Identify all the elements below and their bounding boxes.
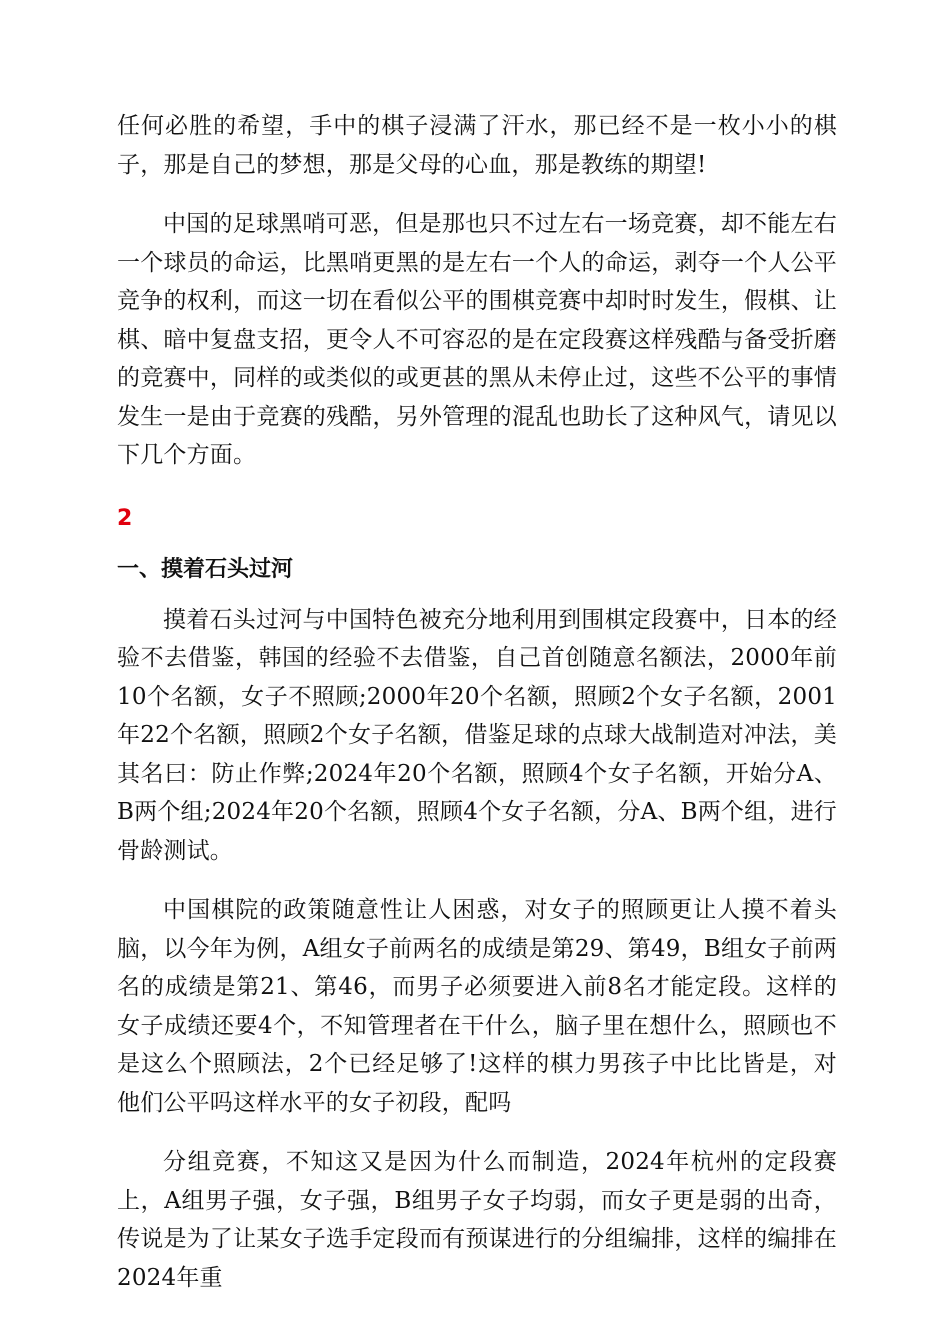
section-number: 2: [117, 505, 133, 531]
intro-paragraph-2: 中国的足球黑哨可恶，但是那也只不过左右一场竞赛，却不能左右一个球员的命运，比黑哨更黑的是左右一个人的命运，剥夺一个人公平竞争的权利，而这一切在看似公平的围棋竞赛中却时时发生，假棋、让棋、暗中复盘支招，更令人不可容忍的是在定段赛这样残酷与备受折磨的竞赛中，同样的或类似的或更甚的黑从未停止过，这些不公平的事情发生一是由于竞赛的残酷，另外管理的混乱也助长了这种风气，请见以下几个方面。: [117, 211, 837, 468]
section-heading: 一、摸着石头过河: [117, 556, 294, 582]
document-page: [117, 107, 837, 1297]
section-paragraph-3: 分组竞赛，不知这又是因为什么而制造，2024年杭州的定段赛上，A组男子强，女子强，B组男子女子均弱，而女子更是弱的出奇，传说是为了让某女子选手定段而有预谋进行的分组编排，这样的编排在2024年重: [117, 1149, 837, 1291]
section-paragraph-2: 中国棋院的政策随意性让人困惑，对女子的照顾更让人摸不着头脑，以今年为例，A组女子前两名的成绩是第29、第49，B组女子前两名的成绩是第21、第46，而男子必须要进入前8名才能定段。这样的女子成绩还要4个，不知管理者在干什么，脑子里在想什么，照顾也不是这么个照顾法，2个已经足够了!这样的棋力男孩子中比比皆是，对他们公平吗这样水平的女子初段，配吗: [117, 897, 837, 1116]
intro-paragraph-1: 任何必胜的希望，手中的棋子浸满了汗水，那已经不是一枚小小的棋子，那是自己的梦想，那是父母的心血，那是教练的期望!: [117, 113, 837, 178]
section-paragraph-1: 摸着石头过河与中国特色被充分地利用到围棋定段赛中，日本的经验不去借鉴，韩国的经验不去借鉴，自己首创随意名额法，2000年前10个名额，女子不照顾;2000年20个名额，照顾2个女子名额，2001年22个名额，照顾2个女子名额，借鉴足球的点球大战制造对冲法，美其名曰：防止作弊;2024年20个名额，照顾4个女子名额，开始分A、B两个组;2024年20个名额，照顾4个女子名额，分A、B两个组，进行骨龄测试。: [117, 606, 837, 864]
